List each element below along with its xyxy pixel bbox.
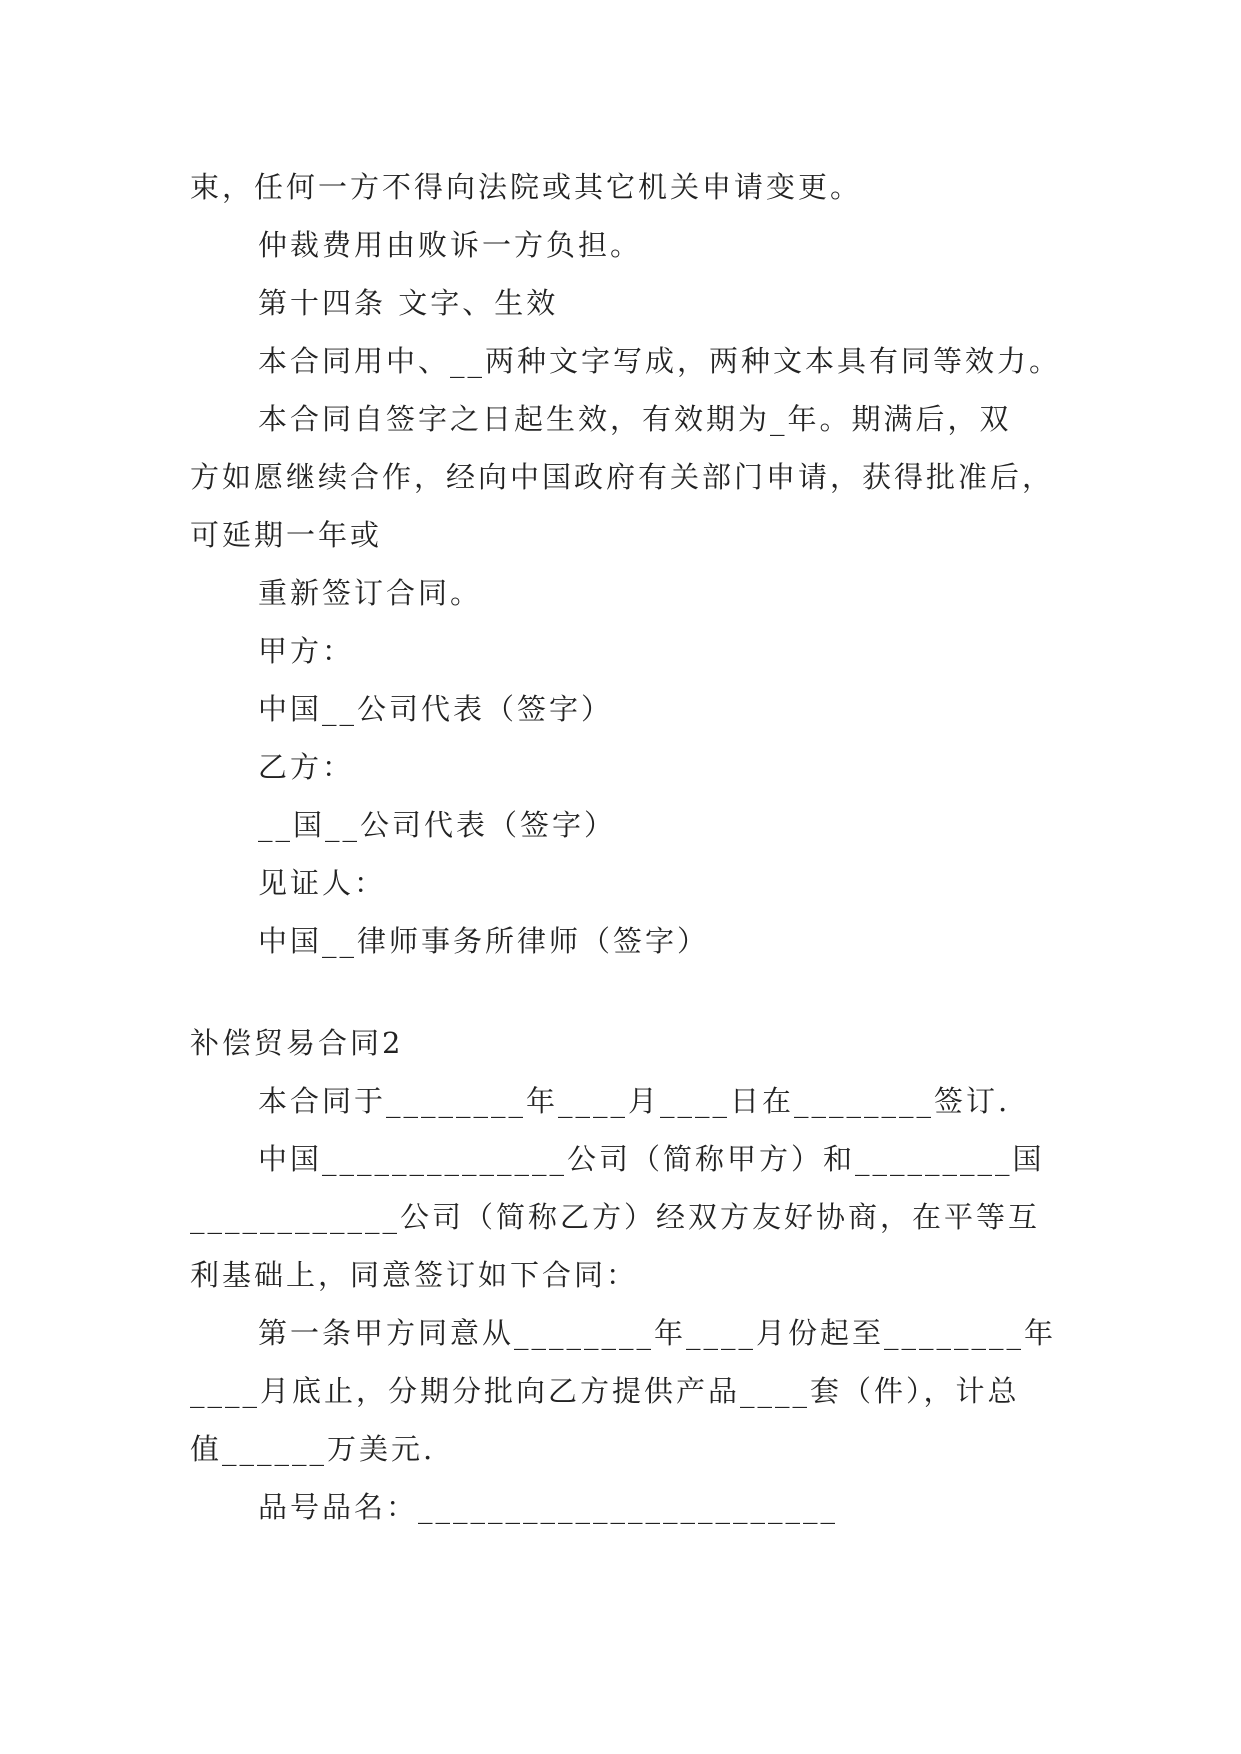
text-line: 可延期一年或 <box>190 518 383 552</box>
text-line: 第一条甲方同意从________年____月份起至________年 <box>258 1316 1057 1350</box>
text-line: 中国______________公司（简称甲方）和_________国 <box>258 1142 1045 1176</box>
witness-label: 见证人： <box>258 866 387 900</box>
party-b-label: 乙方： <box>258 750 355 784</box>
text-line: 品号品名：________________________ <box>258 1490 839 1524</box>
article-heading: 第十四条 文字、生效 <box>258 286 559 320</box>
witness-signature: 中国__律师事务所律师（签字） <box>258 924 710 958</box>
text-line: 重新签订合同。 <box>258 576 483 610</box>
text-line: 本合同用中、__两种文字写成，两种文本具有同等效力。 <box>258 344 1062 378</box>
party-a-signature: 中国__公司代表（签字） <box>258 692 614 726</box>
text-line: 仲裁费用由败诉一方负担。 <box>258 228 643 262</box>
text-line: 本合同自签字之日起生效，有效期为_年。期满后，双 <box>258 402 1012 436</box>
section-gap <box>190 970 1060 1014</box>
document-page <box>190 158 1060 1536</box>
party-a-label: 甲方： <box>258 634 355 668</box>
text-line: 方如愿继续合作，经向中国政府有关部门申请，获得批准后， <box>190 460 1055 494</box>
text-line: 本合同于________年____月____日在________签订. <box>258 1084 1011 1118</box>
text-line: 利基础上，同意签订如下合同： <box>190 1258 639 1292</box>
text-line: 束，任何一方不得向法院或其它机关申请变更。 <box>190 170 863 204</box>
text-line: 值______万美元. <box>190 1432 436 1466</box>
text-line: ____________公司（简称乙方）经双方友好协商，在平等互 <box>190 1200 1041 1234</box>
party-b-signature: __国__公司代表（签字） <box>258 808 617 842</box>
text-line: ____月底止，分期分批向乙方提供产品____套（件），计总 <box>190 1374 1020 1408</box>
section-title: 补偿贸易合同2 <box>190 1026 404 1060</box>
